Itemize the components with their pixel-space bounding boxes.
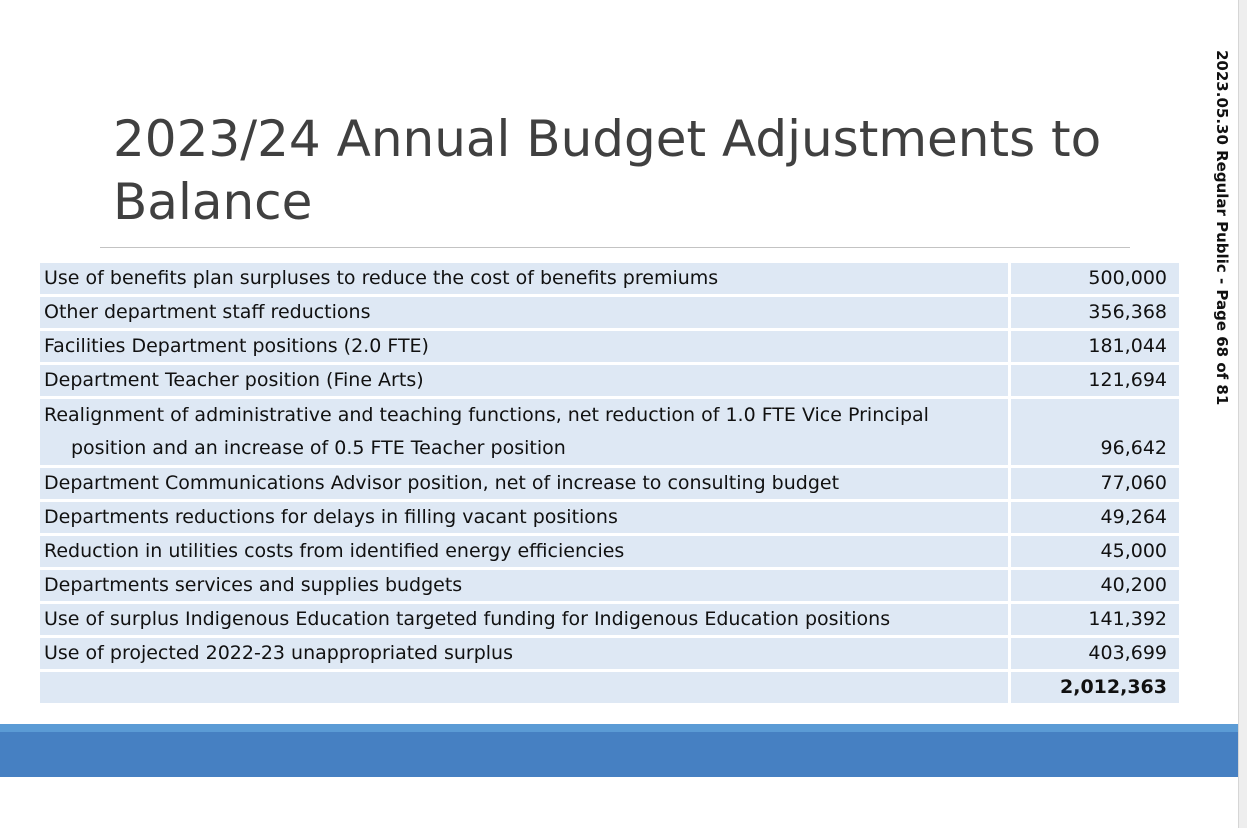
row-amount: 121,694 xyxy=(1011,365,1179,396)
budget-adjustments-table xyxy=(40,260,1179,706)
row-description: Facilities Department positions (2.0 FTE) xyxy=(40,331,1011,362)
footer-band-highlight xyxy=(0,724,1238,732)
table-row xyxy=(40,331,1179,362)
row-amount: 77,060 xyxy=(1011,468,1179,499)
page-stamp: 2023.05.30 Regular Public - Page 68 of 81 xyxy=(1213,50,1231,406)
row-amount: 356,368 xyxy=(1011,297,1179,328)
row-description xyxy=(40,399,1011,465)
row-description-line-1: Realignment of administrative and teaching functions, net reduction of 1.0 FTE Vice Principal xyxy=(44,404,929,426)
row-description: Department Teacher position (Fine Arts) xyxy=(40,365,1011,396)
row-amount: 181,044 xyxy=(1011,331,1179,362)
table-row xyxy=(40,502,1179,533)
table-row xyxy=(40,570,1179,601)
row-amount: 45,000 xyxy=(1011,536,1179,567)
table-row xyxy=(40,365,1179,396)
row-description: Use of projected 2022-23 unappropriated surplus xyxy=(40,638,1011,669)
table-row xyxy=(40,638,1179,669)
row-description-line-2: position and an increase of 0.5 FTE Teacher position xyxy=(71,437,566,459)
row-description: Use of surplus Indigenous Education targeted funding for Indigenous Education positions xyxy=(40,604,1011,635)
title-divider xyxy=(100,247,1130,248)
row-description: Use of benefits plan surpluses to reduce the cost of benefits premiums xyxy=(40,263,1011,294)
row-amount: 49,264 xyxy=(1011,502,1179,533)
table-row xyxy=(40,263,1179,294)
table-row xyxy=(40,468,1179,499)
row-description: Reduction in utilities costs from identified energy efficiencies xyxy=(40,536,1011,567)
row-description: Departments reductions for delays in filling vacant positions xyxy=(40,502,1011,533)
page-title: 2023/24 Annual Budget Adjustments to Balance xyxy=(113,110,1102,231)
table-row xyxy=(40,536,1179,567)
total-amount: 2,012,363 xyxy=(1011,672,1179,703)
row-description: Department Communications Advisor position, net of increase to consulting budget xyxy=(40,468,1011,499)
row-amount: 96,642 xyxy=(1011,399,1179,465)
table-row xyxy=(40,604,1179,635)
row-amount: 403,699 xyxy=(1011,638,1179,669)
row-description: Departments services and supplies budgets xyxy=(40,570,1011,601)
total-label-cell xyxy=(40,672,1011,703)
row-amount: 141,392 xyxy=(1011,604,1179,635)
row-amount: 40,200 xyxy=(1011,570,1179,601)
table-row xyxy=(40,297,1179,328)
table-row xyxy=(40,399,1179,465)
page-edge xyxy=(1238,0,1247,828)
row-description: Other department staff reductions xyxy=(40,297,1011,328)
total-row xyxy=(40,672,1179,703)
footer-band xyxy=(0,732,1238,777)
row-amount: 500,000 xyxy=(1011,263,1179,294)
